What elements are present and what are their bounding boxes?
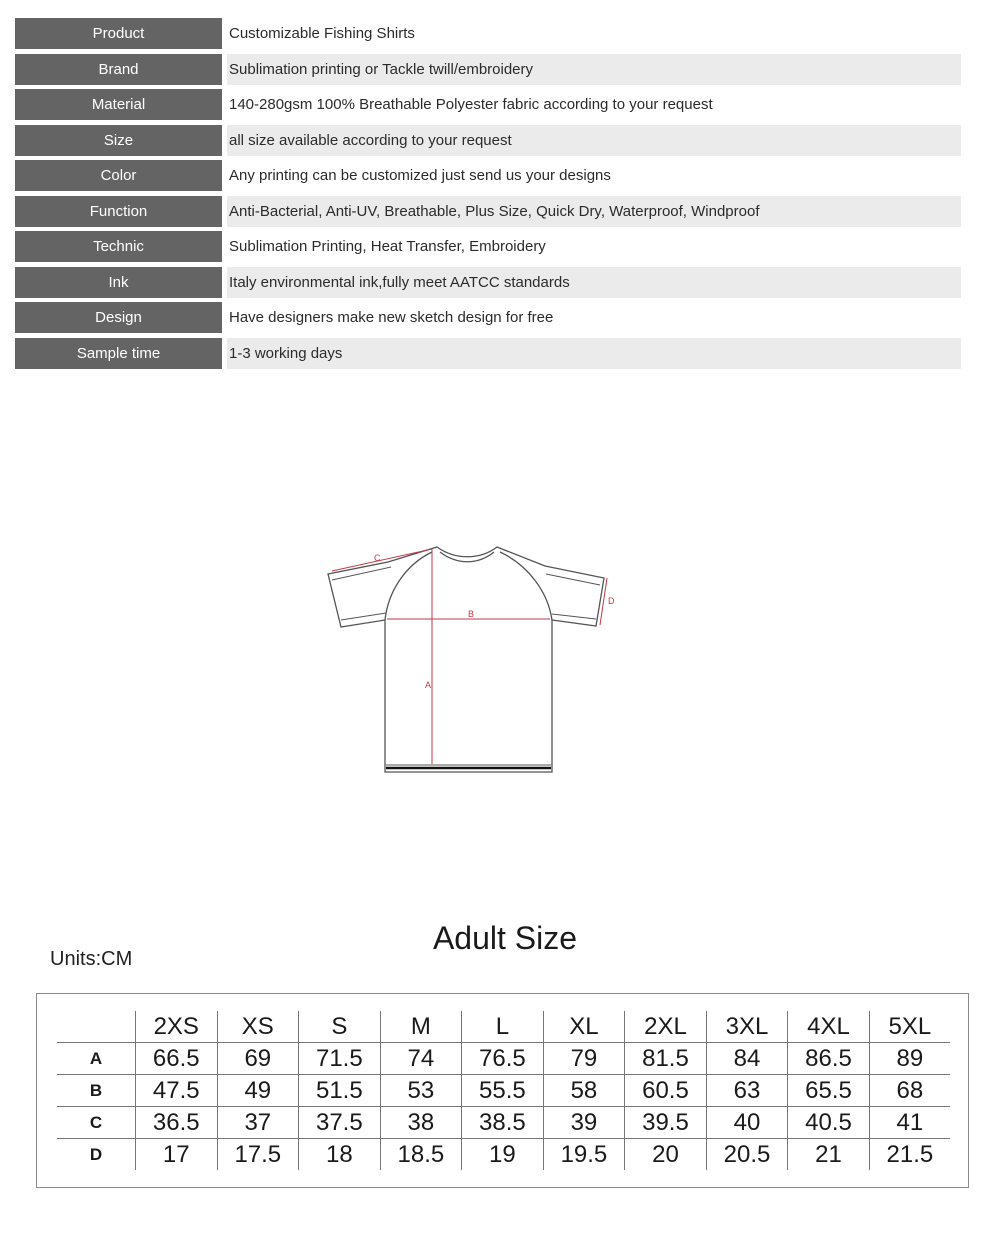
size-value: 89 [869,1043,950,1075]
size-value: 40 [706,1107,788,1139]
size-header: 3XL [706,1011,788,1043]
size-value: 81.5 [625,1043,707,1075]
table-row [57,1043,950,1075]
spec-label: Sample time [15,338,222,369]
size-value: 63 [706,1075,788,1107]
measurement-lines [332,549,607,764]
table-row [57,1075,950,1107]
spec-label: Product [15,18,222,49]
size-header-row [57,1011,950,1043]
spec-value: 1-3 working days [227,338,961,369]
size-value: 51.5 [299,1075,381,1107]
size-value: 38.5 [462,1107,544,1139]
spec-label: Function [15,196,222,227]
size-value: 19.5 [543,1139,625,1171]
size-value: 18 [299,1139,381,1171]
spec-value: Customizable Fishing Shirts [229,25,415,42]
size-value: 74 [380,1043,462,1075]
size-value: 58 [543,1075,625,1107]
size-value: 21.5 [869,1139,950,1171]
size-value: 79 [543,1043,625,1075]
size-value: 36.5 [136,1107,218,1139]
size-value: 17.5 [217,1139,299,1171]
row-label: B [57,1075,136,1107]
table-row [57,1139,950,1171]
spec-label: Color [15,160,222,191]
size-table [57,1011,950,1170]
size-value: 38 [380,1107,462,1139]
spec-row-design [15,302,961,333]
size-header: L [462,1011,544,1043]
size-value: 47.5 [136,1075,218,1107]
size-value: 19 [462,1139,544,1171]
size-value: 17 [136,1139,218,1171]
row-label: D [89,1144,103,1164]
size-value: 68 [869,1075,950,1107]
spec-row-product [15,18,961,49]
size-value: 37 [217,1107,299,1139]
size-value: 71.5 [299,1043,381,1075]
spec-row-size [15,125,961,156]
spec-value: Italy environmental ink,fully meet AATCC standards [227,267,961,298]
size-value: 49 [217,1075,299,1107]
tshirt-measurement-diagram [300,520,640,800]
spec-value: Sublimation printing or Tackle twill/embroidery [227,54,961,85]
size-header: 2XL [625,1011,707,1043]
measure-label-a: A [425,680,432,690]
size-value: 53 [380,1075,462,1107]
measure-label-c: C [374,553,381,563]
spec-label: Design [15,302,222,333]
size-value: 20.5 [706,1139,788,1171]
spec-value: Any printing can be customized just send us your designs [229,167,611,184]
size-header: XL [543,1011,625,1043]
size-header: 5XL [869,1011,950,1043]
size-header: S [299,1011,381,1043]
size-value: 20 [625,1139,707,1171]
spec-table [15,18,961,373]
size-header: 2XS [136,1011,218,1043]
size-value: 65.5 [788,1075,870,1107]
spec-label: Technic [15,231,222,262]
spec-value: 140-280gsm 100% Breathable Polyester fabric according to your request [229,96,713,113]
spec-value: Sublimation Printing, Heat Transfer, Embroidery [229,238,546,255]
spec-row-ink [15,267,961,298]
size-value: 76.5 [462,1043,544,1075]
tshirt-outline [328,547,604,772]
spec-value: Have designers make new sketch design for free [229,309,554,326]
spec-label: Ink [15,267,222,298]
measure-label-d: D [608,596,615,606]
spec-label: Material [15,89,222,120]
spec-value: Anti-Bacterial, Anti-UV, Breathable, Plus Size, Quick Dry, Waterproof, Windproof [227,196,961,227]
size-header: 4XL [788,1011,870,1043]
size-chart-title: Adult Size [432,920,578,956]
size-value: 40.5 [788,1107,870,1139]
size-value: 39.5 [625,1107,707,1139]
size-value: 41 [869,1107,950,1139]
spec-row-sample-time [15,338,961,369]
size-value: 66.5 [136,1043,218,1075]
table-row [57,1107,950,1139]
spec-row-color [15,160,961,191]
size-header: XS [217,1011,299,1043]
size-value: 18.5 [380,1139,462,1171]
spec-label: Size [15,125,222,156]
size-value: 39 [543,1107,625,1139]
measure-label-b: B [468,609,475,619]
spec-label: Brand [15,54,222,85]
corner-cell [57,1011,136,1043]
row-label: C [57,1107,136,1139]
units-label: Units:CM [50,948,133,970]
size-value: 84 [706,1043,788,1075]
size-value: 55.5 [462,1075,544,1107]
size-value: 86.5 [788,1043,870,1075]
size-header: M [380,1011,462,1043]
spec-row-function [15,196,961,227]
size-chart [36,993,969,1188]
row-label: A [57,1043,136,1075]
size-value: 21 [788,1139,870,1171]
spec-value: all size available according to your request [227,125,961,156]
size-value: 69 [217,1043,299,1075]
spec-row-brand [15,54,961,85]
spec-row-technic [15,231,961,262]
size-value: 60.5 [625,1075,707,1107]
size-value: 37.5 [299,1107,381,1139]
spec-row-material [15,89,961,120]
